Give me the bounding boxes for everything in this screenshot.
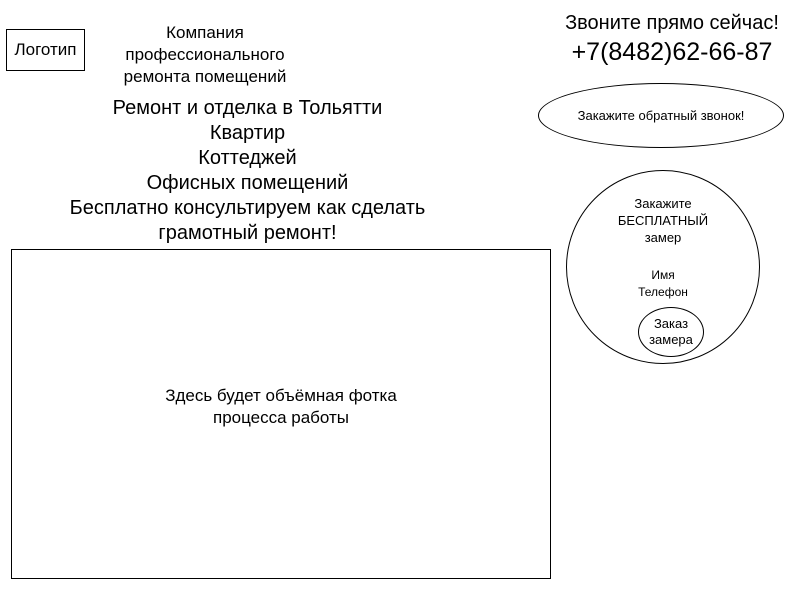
name-field[interactable]: Имя	[651, 268, 675, 282]
photo-placeholder-line: Здесь будет объёмная фотка	[165, 386, 397, 405]
consultation-line: грамотный ремонт!	[158, 222, 337, 244]
phone-number[interactable]: +7(8482)62-66-87	[571, 38, 773, 66]
measure-title-line: Закажите	[634, 196, 692, 211]
work-photo-placeholder	[11, 249, 551, 579]
free-measure-form	[566, 170, 760, 364]
company-name-line: Компания	[166, 23, 244, 42]
headline-block	[20, 96, 475, 246]
photo-placeholder-text	[12, 385, 550, 429]
service-offices: Офисных помещений	[146, 172, 349, 194]
measure-form-title	[567, 195, 759, 246]
callback-button[interactable]	[538, 83, 784, 148]
company-name	[100, 22, 310, 88]
headline-title: Ремонт и отделка в Тольятти	[112, 97, 383, 119]
photo-placeholder-line: процесса работы	[212, 408, 350, 427]
service-apartments: Квартир	[209, 122, 286, 144]
logo-placeholder[interactable]: Логотип	[6, 29, 85, 71]
callback-button-label: Закажите обратный звонок!	[577, 108, 745, 123]
order-measure-label: Заказ	[653, 316, 689, 331]
service-cottages: Коттеджей	[198, 147, 297, 169]
order-measure-button[interactable]	[638, 307, 704, 357]
call-now-heading: Звоните прямо сейчас!	[565, 12, 779, 34]
measure-title-line: замер	[644, 230, 682, 245]
company-name-line: ремонта помещений	[123, 67, 287, 86]
measure-title-line: БЕСПЛАТНЫЙ	[617, 213, 709, 228]
order-measure-label: замера	[649, 332, 693, 347]
consultation-line: Бесплатно консультируем как сделать	[69, 197, 426, 219]
phone-field[interactable]: Телефон	[638, 285, 688, 299]
company-name-line: профессионального	[125, 45, 285, 64]
